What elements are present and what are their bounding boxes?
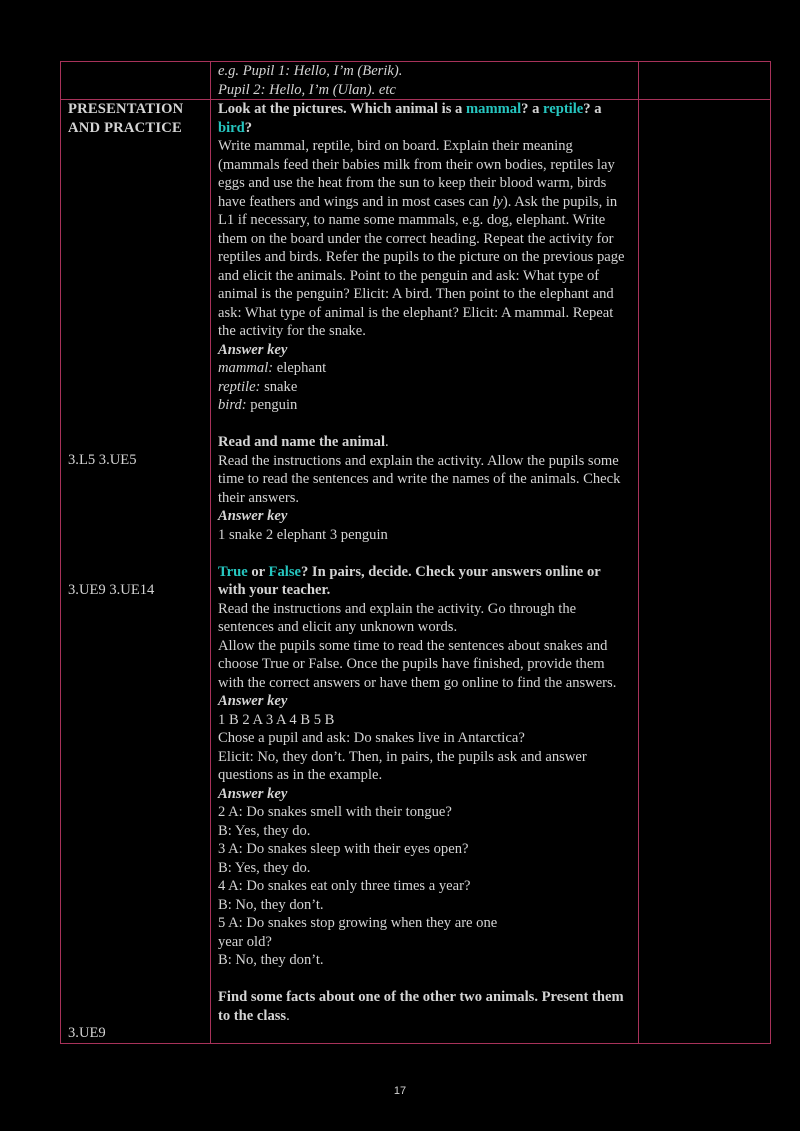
task-instructions: Chose a pupil and ask: Do snakes live in Antarctica? (218, 730, 525, 746)
stage-cell (61, 100, 211, 1044)
dialogue-line: 4 A: Do snakes eat only three times a year? (218, 878, 471, 894)
task-instructions: Read the instructions and explain the activity. Allow the pupils some time to read the sentences and write the names of the animals. Check their answers. (218, 452, 621, 506)
example-line: e.g. Pupil 1: Hello, I’m (Berik). (218, 63, 403, 79)
task-instructions: Read the instructions and explain the activity. Go through the sentences and elicit any unknown words. (218, 600, 577, 635)
answer-key-label: Answer key (218, 693, 288, 709)
dialogue-line: B: No, they don’t. (218, 896, 324, 913)
objective-code: 3.UE9 3.UE14 (68, 581, 155, 598)
task-instructions: Elicit: No, they don’t. Then, in pairs, the pupils ask and answer questions as in the example. (218, 748, 587, 783)
task-heading: Read and name the animal. (218, 434, 389, 450)
answer-line: reptile: snake (218, 378, 298, 395)
table-row (61, 62, 771, 100)
stage-title: PRESENTATION AND PRACTICE (68, 101, 184, 136)
dialogue-line: B: Yes, they do. (218, 859, 311, 876)
answer-key-label: Answer key (218, 341, 288, 358)
page-number: 17 (393, 1085, 407, 1097)
task-instructions: Write mammal, reptile, bird on board. Explain their meaning (mammals feed their babies milk from their own bodies, reptiles lay eggs and use the heat from the sun to keep their blood warm, birds have feathers and wings and in most cases can ly). Ask the pupils, in L1 if necessary, to name some mammals, e.g. dog, elephant. Write them on the board under the correct heading. Repeat the activity for reptiles and birds. Refer the pupils to the picture on the previous page and elicit the animals. Point to the penguin and ask: What type of animal is the penguin? Elicit: A bird. Then point to the elephant and ask: What type of animal is the elephant? Elicit: A mammal. Repeat the activity for the snake. (218, 138, 625, 339)
keyword-true: True (218, 563, 248, 580)
lesson-plan-table (60, 61, 771, 1044)
objective-code: 3.L5 3.UE5 (68, 452, 137, 468)
answer-line: mammal: elephant (218, 360, 327, 376)
notes-cell (639, 62, 771, 100)
dialogue-line: 5 A: Do snakes stop growing when they are one (218, 915, 498, 931)
keyword-bird: bird (218, 119, 245, 136)
dialogue-line: B: Yes, they do. (218, 822, 311, 839)
answer-line: 1 snake 2 elephant 3 penguin (218, 526, 388, 543)
answer-line: bird: penguin (218, 397, 298, 413)
dialogue-line: B: No, they don’t. (218, 952, 324, 968)
answer-key-label: Answer key (218, 785, 288, 802)
task-heading: Look at the pictures. Which animal is a mammal? a reptile? a bird? (218, 101, 602, 136)
answer-key-label: Answer key (218, 508, 288, 524)
notes-cell (639, 100, 771, 1044)
answer-line: 1 B 2 A 3 A 4 B 5 B (218, 711, 335, 728)
keyword-false: False (268, 563, 301, 580)
stage-cell (61, 62, 211, 100)
activity-cell (211, 62, 639, 100)
task-instructions: Allow the pupils some time to read the sentences about snakes and choose True or False. Once the pupils have finished, provide them with the correct answers or have them go online to find the answers. (218, 637, 617, 691)
example-line: Pupil 2: Hello, I’m (Ulan). etc (218, 81, 396, 98)
objective-code: 3.UE9 (68, 1025, 106, 1041)
keyword-mammal: mammal (466, 101, 522, 117)
task-heading: Find some facts about one of the other two animals. Present them to the class. (218, 989, 624, 1024)
task-heading: True or False? In pairs, decide. Check your answers online or with your teacher. (218, 563, 601, 598)
keyword-reptile: reptile (543, 101, 584, 117)
dialogue-line: 2 A: Do snakes smell with their tongue? (218, 804, 452, 820)
dialogue-line: year old? (218, 933, 272, 950)
table-row (61, 100, 771, 1044)
activity-cell (211, 100, 639, 1044)
dialogue-line: 3 A: Do snakes sleep with their eyes open? (218, 841, 469, 857)
